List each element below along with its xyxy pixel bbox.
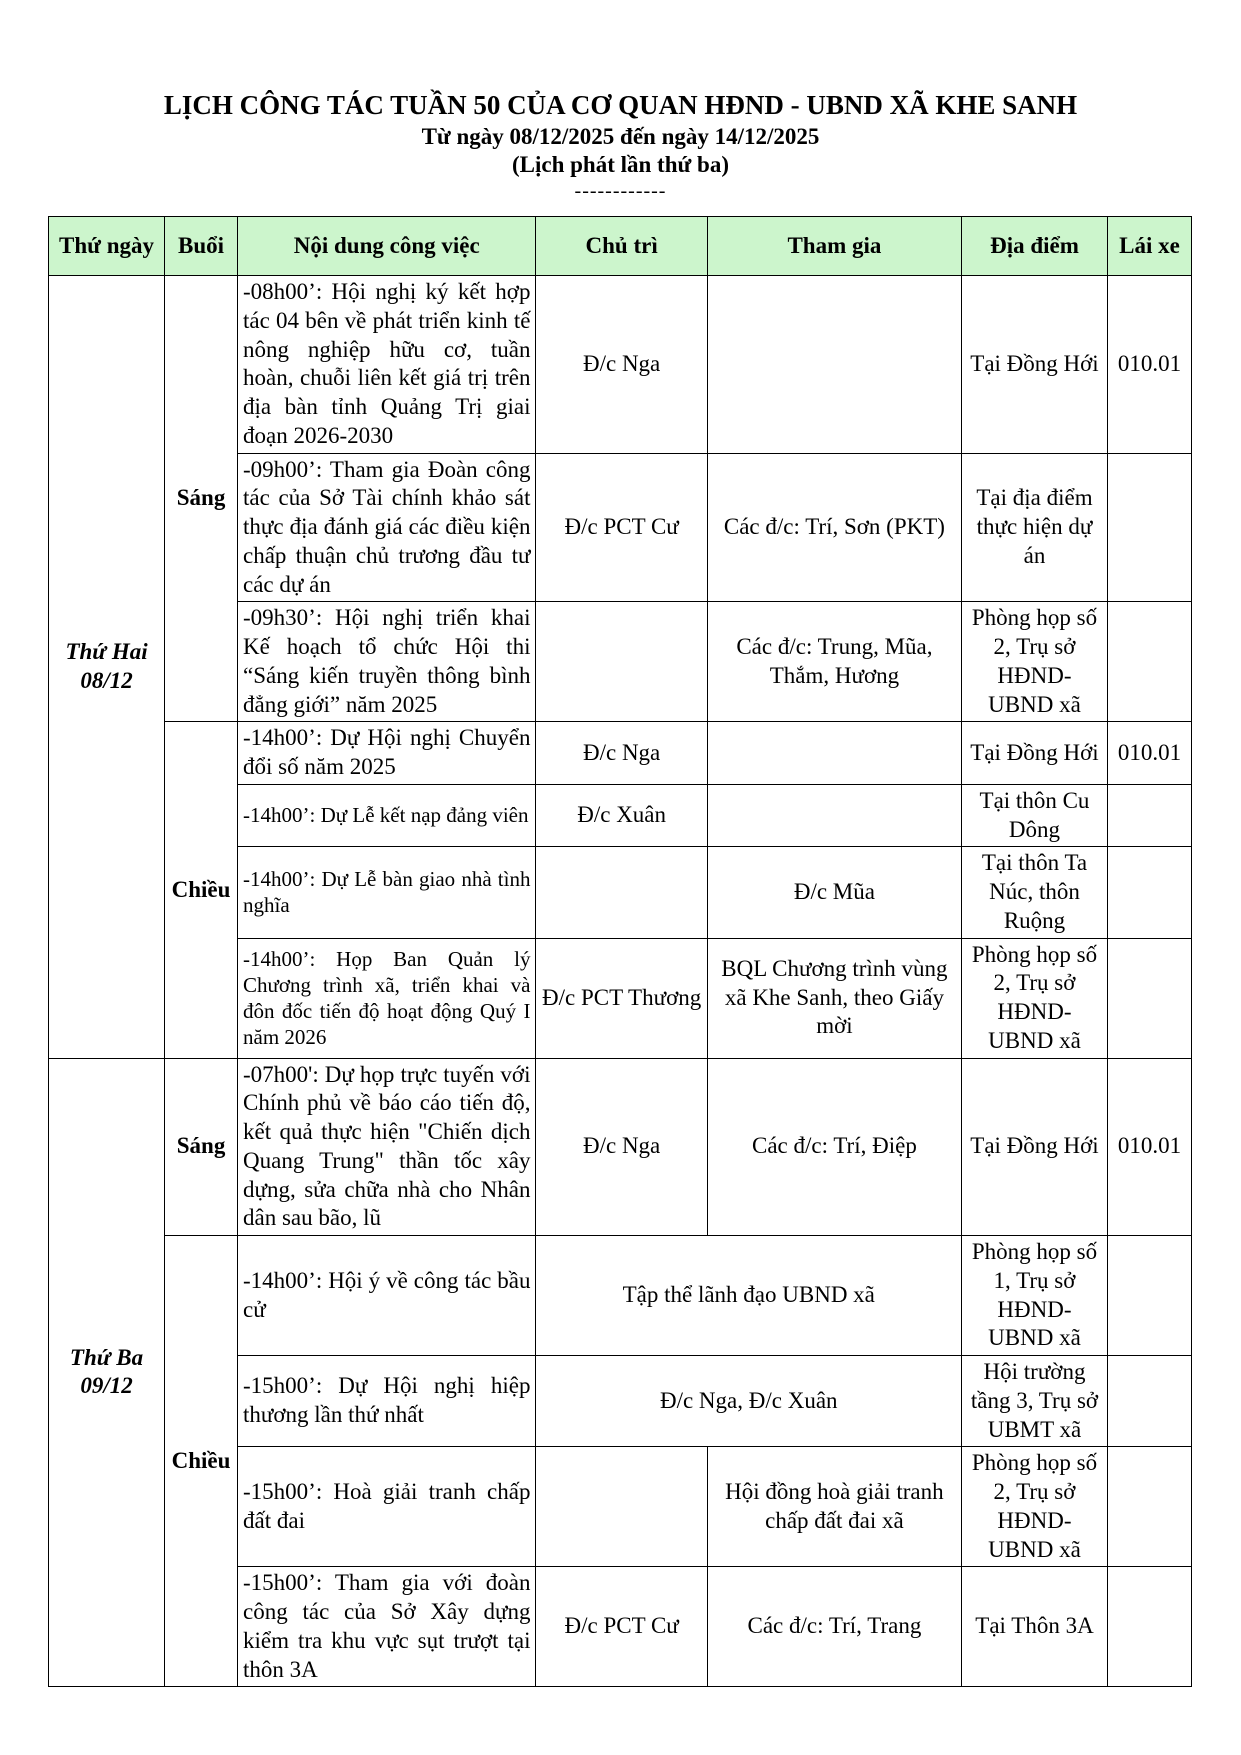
content-cell: -15h00’: Dự Hội nghị hiệp thương lần thứ nhất xyxy=(238,1356,536,1447)
location-cell: Tại Đồng Hới xyxy=(962,722,1108,785)
content-cell: -15h00’: Tham gia với đoàn công tác của Sở Xây dựng kiểm tra khu vực sụt trượt tại thôn 3A xyxy=(238,1567,536,1687)
col-session: Buổi xyxy=(165,217,238,276)
driver-cell: 010.01 xyxy=(1107,276,1191,454)
table-row xyxy=(49,722,1192,785)
chair-cell xyxy=(536,1447,707,1567)
participants-cell: Đ/c Mũa xyxy=(707,847,961,938)
day-date: 08/12 xyxy=(80,667,133,693)
chair-cell: Đ/c Nga xyxy=(536,722,707,785)
col-driver: Lái xe xyxy=(1107,217,1191,276)
driver-cell xyxy=(1107,1236,1191,1356)
content-cell: -07h00': Dự họp trực tuyến với Chính phủ về báo cáo tiến độ, kết quả thực hiện "Chiến dịch Quang Trung" thần tốc xây dựng, sửa chữa nhà cho Nhân dân sau bão, lũ xyxy=(238,1058,536,1236)
chair-cell: Đ/c Nga xyxy=(536,276,707,454)
col-content: Nội dung công việc xyxy=(238,217,536,276)
driver-cell xyxy=(1107,1356,1191,1447)
merged-chair-participants-cell: Đ/c Nga, Đ/c Xuân xyxy=(536,1356,962,1447)
driver-cell: 010.01 xyxy=(1107,722,1191,785)
issue-round: (Lịch phát lần thứ ba) xyxy=(511,152,730,177)
content-cell: -09h00’: Tham gia Đoàn công tác của Sở Tài chính khảo sát thực địa đánh giá các điều kiện chấp thuận chủ trương đầu tư các dự án xyxy=(238,453,536,602)
content-cell: -08h00’: Hội nghị ký kết hợp tác 04 bên về phát triển kinh tế nông nghiệp hữu cơ, tuần hoàn, chuỗi liên kết giá trị trên địa bàn tỉnh Quảng Trị giai đoạn 2026-2030 xyxy=(238,276,536,454)
participants-cell: Các đ/c: Trí, Sơn (PKT) xyxy=(707,453,961,602)
participants-cell: Hội đồng hoà giải tranh chấp đất đai xã xyxy=(707,1447,961,1567)
col-location: Địa điểm xyxy=(962,217,1108,276)
driver-cell xyxy=(1107,847,1191,938)
participants-cell: Các đ/c: Trí, Trang xyxy=(707,1567,961,1687)
header-row xyxy=(49,217,1192,276)
driver-cell: 010.01 xyxy=(1107,1058,1191,1236)
chair-cell: Đ/c PCT Cư xyxy=(536,1567,707,1687)
location-cell: Tại Đồng Hới xyxy=(962,276,1108,454)
location-cell: Tại địa điểm thực hiện dự án xyxy=(962,453,1108,602)
location-cell: Phòng họp số 1, Trụ sở HĐND-UBND xã xyxy=(962,1236,1108,1356)
location-cell: Tại thôn Cu Dông xyxy=(962,784,1108,847)
location-cell: Tại thôn Ta Núc, thôn Ruộng xyxy=(962,847,1108,938)
content-cell: -14h00’: Dự Hội nghị Chuyển đổi số năm 2025 xyxy=(238,722,536,785)
driver-cell xyxy=(1107,1447,1191,1567)
chair-cell: Đ/c Xuân xyxy=(536,784,707,847)
session-cell: Sáng xyxy=(165,1058,238,1236)
location-cell: Phòng họp số 2, Trụ sở HĐND-UBND xã xyxy=(962,1447,1108,1567)
driver-cell xyxy=(1107,602,1191,722)
driver-cell xyxy=(1107,1567,1191,1687)
table-row xyxy=(49,276,1192,454)
col-participants: Tham gia xyxy=(707,217,961,276)
participants-cell xyxy=(707,722,961,785)
schedule-table xyxy=(48,216,1192,1687)
session-cell: Chiều xyxy=(165,722,238,1058)
page-title: LỊCH CÔNG TÁC TUẦN 50 CỦA CƠ QUAN HĐND - UBND XÃ KHE SANH xyxy=(163,90,1078,120)
location-cell: Tại Đồng Hới xyxy=(962,1058,1108,1236)
merged-chair-participants-cell: Tập thể lãnh đạo UBND xã xyxy=(536,1236,962,1356)
chair-cell: Đ/c PCT Cư xyxy=(536,453,707,602)
content-cell: -14h00’: Dự Lễ bàn giao nhà tình nghĩa xyxy=(238,847,536,938)
separator: ------------ xyxy=(574,180,667,202)
day-name: Thứ Ba xyxy=(69,1344,144,1370)
session-cell: Sáng xyxy=(165,276,238,722)
date-range: Từ ngày 08/12/2025 đến ngày 14/12/2025 xyxy=(421,124,820,149)
day-date: 09/12 xyxy=(80,1373,133,1399)
driver-cell xyxy=(1107,784,1191,847)
location-cell: Phòng họp số 2, Trụ sở HĐND-UBND xã xyxy=(962,602,1108,722)
content-cell: -14h00’: Họp Ban Quản lý Chương trình xã, triển khai và đôn đốc tiến độ hoạt động Quý I năm 2026 xyxy=(238,938,536,1058)
session-cell: Chiều xyxy=(165,1236,238,1687)
participants-cell: BQL Chương trình vùng xã Khe Sanh, theo Giấy mời xyxy=(707,938,961,1058)
table-row xyxy=(49,1236,1192,1356)
participants-cell: Các đ/c: Trí, Điệp xyxy=(707,1058,961,1236)
content-cell: -09h30’: Hội nghị triển khai Kế hoạch tổ chức Hội thi “Sáng kiến truyền thông bình đẳng giới” năm 2025 xyxy=(238,602,536,722)
location-cell: Hội trường tầng 3, Trụ sở UBMT xã xyxy=(962,1356,1108,1447)
participants-cell: Các đ/c: Trung, Mũa, Thắm, Hương xyxy=(707,602,961,722)
location-cell: Tại Thôn 3A xyxy=(962,1567,1108,1687)
table-row xyxy=(49,1058,1192,1236)
driver-cell xyxy=(1107,938,1191,1058)
day-cell xyxy=(49,276,165,1059)
driver-cell xyxy=(1107,453,1191,602)
chair-cell: Đ/c PCT Thương xyxy=(536,938,707,1058)
chair-cell xyxy=(536,602,707,722)
chair-cell: Đ/c Nga xyxy=(536,1058,707,1236)
day-name: Thứ Hai xyxy=(65,639,148,664)
location-cell: Phòng họp số 2, Trụ sở HĐND-UBND xã xyxy=(962,938,1108,1058)
chair-cell xyxy=(536,847,707,938)
participants-cell xyxy=(707,276,961,454)
day-cell xyxy=(49,1058,165,1687)
participants-cell xyxy=(707,784,961,847)
content-cell: -14h00’: Hội ý về công tác bầu cử xyxy=(238,1236,536,1356)
col-day: Thứ ngày xyxy=(49,217,165,276)
content-cell: -15h00’: Hoà giải tranh chấp đất đai xyxy=(238,1447,536,1567)
content-cell: -14h00’: Dự Lễ kết nạp đảng viên xyxy=(238,784,536,847)
col-chair: Chủ trì xyxy=(536,217,707,276)
